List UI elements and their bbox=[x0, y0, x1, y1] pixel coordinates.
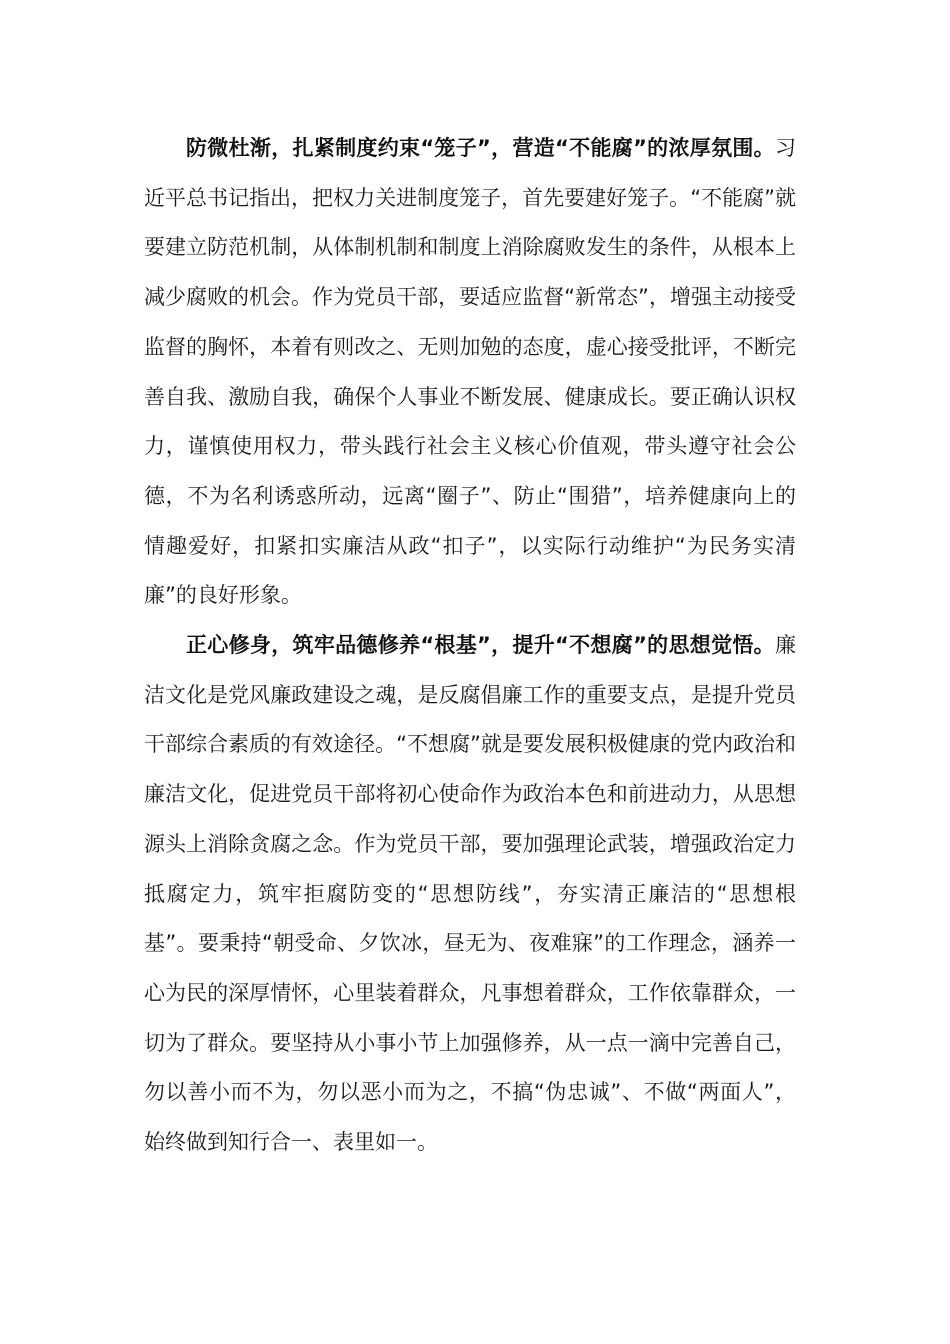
paragraph-2-heading: 正心修身，筑牢品德修养“根基”，提升“不想腐”的思想觉悟。 bbox=[186, 633, 775, 658]
paragraph-1-body: 习近平总书记指出，把权力关进制度笼子，首先要建好笼子。“不能腐”就要建立防范机制，从体制机制和制度上消除腐败发生的条件，从根本上减少腐败的机会。作为党员干部，要适应监督“新常态”，增强主动接受监督的胸怀，本着有则改之、无则加勉的态度，虚心接受批评，不断完善自我、激励自我，确保个人事业不断发展、健康成长。要正确认识权力，谨慎使用权力，带头践行社会主义核心价值观，带头遵守社会公德，不为名利诱惑所动，远离“圈子”、防止“围猎”，培养健康向上的情趣爱好，扣紧扣实廉洁从政“扣子”，以实际行动维护“为民务实清廉”的良好形象。 bbox=[144, 136, 796, 608]
paragraph-2 bbox=[144, 621, 796, 1168]
paragraph-2-body: 廉洁文化是党风廉政建设之魂，是反腐倡廉工作的重要支点，是提升党员干部综合素质的有效途径。“不想腐”就是要发展积极健康的党内政治和廉洁文化，促进党员干部将初心使命作为政治本色和前进动力，从思想源头上消除贪腐之念。作为党员干部，要加强理论武装，增强政治定力抵腐定力，筑牢拒腐防变的“思想防线”，夯实清正廉洁的“思想根基”。要秉持“朝受命、夕饮冰，昼无为、夜难寐”的工作理念，涵养一心为民的深厚情怀，心里装着群众，凡事想着群众，工作依靠群众，一切为了群众。要坚持从小事小节上加强修养，从一点一滴中完善自己，勿以善小而不为，勿以恶小而为之，不搞“伪忠诚”、不做“两面人”，始终做到知行合一、表里如一。 bbox=[144, 633, 796, 1155]
paragraph-1-heading: 防微杜渐，扎紧制度约束“笼子”，营造“不能腐”的浓厚氛围。 bbox=[186, 136, 775, 160]
document-body bbox=[144, 124, 796, 1168]
paragraph-1 bbox=[144, 124, 796, 621]
